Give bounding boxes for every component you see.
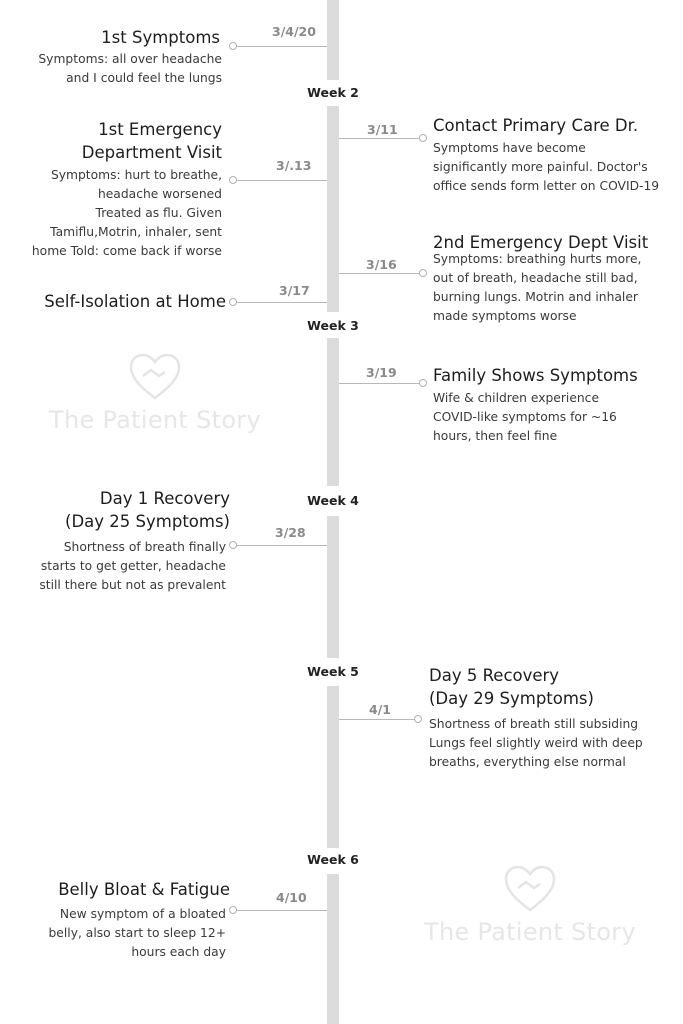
event-dot bbox=[419, 379, 427, 387]
event-connector bbox=[339, 273, 419, 274]
event-title: 1st Symptoms bbox=[101, 28, 220, 47]
timeline-spine bbox=[327, 686, 339, 848]
event-connector bbox=[236, 302, 327, 303]
event-title: Contact Primary Care Dr. bbox=[433, 116, 639, 135]
event-description: Shortness of breath still subsiding Lungs feel slightly weird with deep breaths, everything else normal bbox=[429, 717, 643, 769]
event-description: New symptom of a bloated belly, also start to sleep 12+ hours each day bbox=[48, 907, 226, 959]
event-date: 3/28 bbox=[275, 525, 306, 540]
event-dot bbox=[229, 541, 237, 549]
week-label: Week 4 bbox=[307, 493, 359, 508]
timeline-spine bbox=[327, 106, 339, 312]
event-title: 2nd Emergency Dept Visit bbox=[433, 233, 649, 252]
event-title: Family Shows Symptoms bbox=[433, 366, 638, 385]
event-date: 3/4/20 bbox=[272, 24, 316, 39]
event-title: Self-Isolation at Home bbox=[44, 292, 226, 311]
event-date: 3/16 bbox=[366, 257, 397, 272]
event-date: 3/19 bbox=[366, 365, 397, 380]
watermark-text: The Patient Story bbox=[49, 406, 261, 434]
event-dot bbox=[229, 298, 237, 306]
event-connector bbox=[236, 180, 327, 181]
event-connector bbox=[339, 138, 419, 139]
event-title: Day 5 Recovery (Day 29 Symptoms) bbox=[429, 666, 594, 708]
watermark bbox=[405, 864, 655, 946]
event-title: Belly Bloat & Fatigue bbox=[58, 880, 230, 899]
event-date: 4/10 bbox=[276, 890, 307, 905]
event-date: 3/.13 bbox=[276, 158, 312, 173]
event-dot bbox=[229, 42, 237, 50]
event-connector bbox=[236, 545, 327, 546]
event-connector bbox=[339, 719, 415, 720]
event-description: Shortness of breath finally starts to get getter, headache still there but not as prevalent bbox=[39, 540, 226, 592]
event-description: Symptoms: hurt to breathe, headache worsened Treated as flu. Given Tamiflu,Motrin, inhaler, sent home Told: come back if worse bbox=[31, 168, 222, 258]
watermark-text: The Patient Story bbox=[424, 918, 636, 946]
event-description: Symptoms: breathing hurts more, out of breath, headache still bad, burning lungs. Motrin and inhaler made symptoms worse bbox=[433, 252, 642, 323]
event-date: 3/11 bbox=[367, 122, 398, 137]
timeline-spine bbox=[327, 338, 339, 486]
timeline-spine bbox=[327, 874, 339, 1024]
week-label: Week 3 bbox=[307, 318, 359, 333]
week-label: Week 2 bbox=[307, 85, 359, 100]
timeline-spine bbox=[327, 516, 339, 658]
event-dot bbox=[414, 715, 422, 723]
timeline-spine bbox=[327, 0, 339, 80]
event-title: Day 1 Recovery (Day 25 Symptoms) bbox=[65, 489, 230, 531]
handshake-heart-icon bbox=[127, 352, 183, 402]
week-label: Week 5 bbox=[307, 664, 359, 679]
handshake-heart-icon bbox=[502, 864, 558, 914]
week-label: Week 6 bbox=[307, 852, 359, 867]
event-dot bbox=[419, 269, 427, 277]
event-dot bbox=[229, 176, 237, 184]
event-dot bbox=[229, 906, 237, 914]
event-description: Symptoms have become significantly more painful. Doctor's office sends form letter on COVID-19 bbox=[433, 141, 660, 193]
event-description: Wife & children experience COVID-like symptoms for ~16 hours, then feel fine bbox=[433, 391, 617, 443]
event-date: 3/17 bbox=[279, 283, 310, 298]
event-date: 4/1 bbox=[369, 702, 391, 717]
event-dot bbox=[419, 134, 427, 142]
watermark bbox=[30, 352, 280, 434]
event-connector bbox=[236, 46, 327, 47]
event-connector bbox=[339, 383, 419, 384]
event-description: Symptoms: all over headache and I could feel the lungs bbox=[38, 52, 222, 85]
event-title: 1st Emergency Department Visit bbox=[81, 120, 222, 162]
event-connector bbox=[236, 910, 327, 911]
